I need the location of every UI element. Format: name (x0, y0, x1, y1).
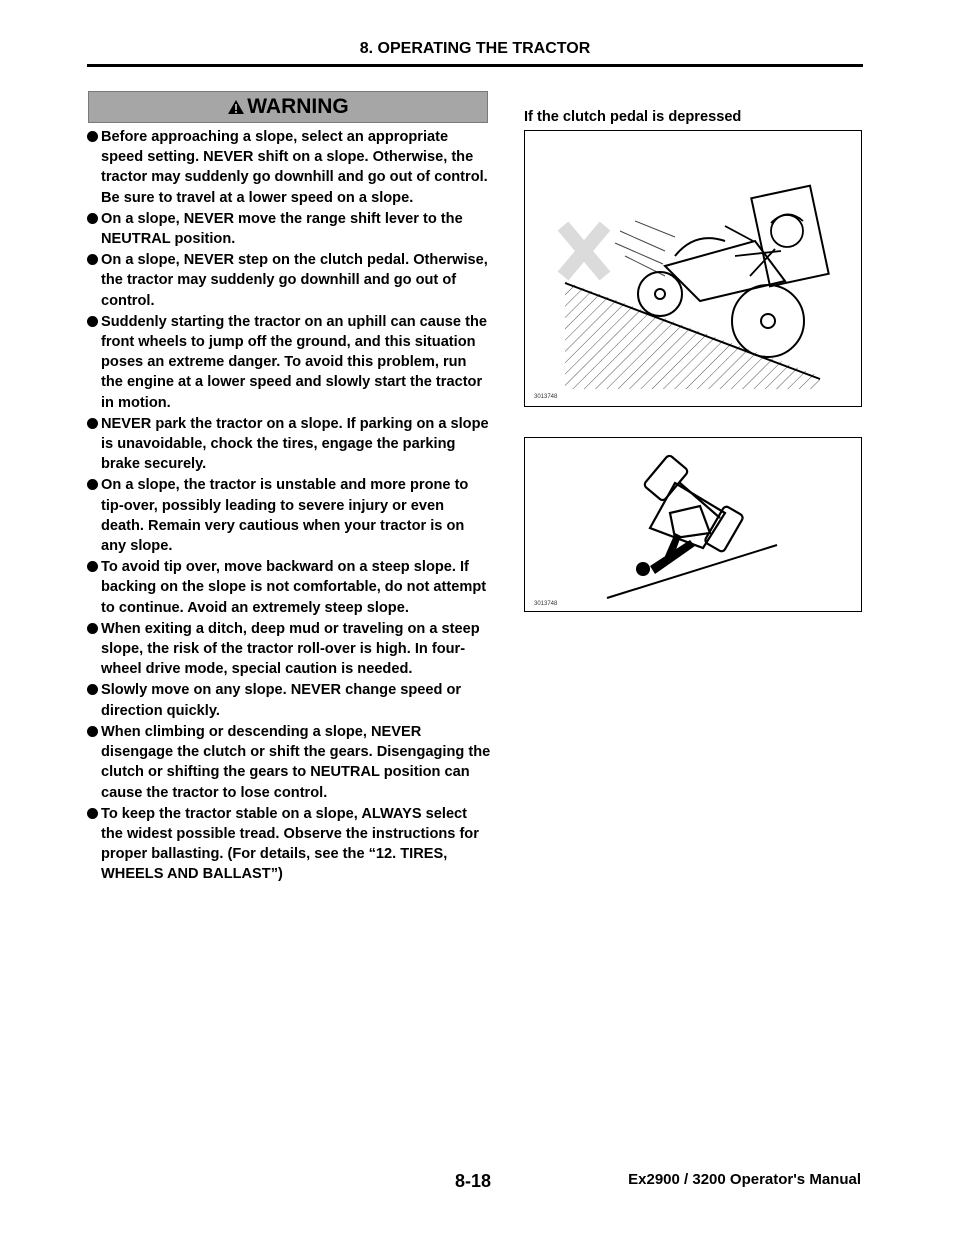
bullet-icon (87, 213, 98, 224)
warning-item: To keep the tractor stable on a slope, ALWAYS select the widest possible tread. Observe the instructions for proper ballasting. (For details, see the “12. TIRES, WHEELS AND BALLAST”) (87, 804, 491, 885)
bullet-icon (87, 131, 98, 142)
bullet-icon (87, 479, 98, 490)
bullet-icon (87, 254, 98, 265)
warning-item: To avoid tip over, move backward on a steep slope. If backing on the slope is not comfortable, do not attempt to continue. Avoid an extremely steep slope. (87, 557, 491, 618)
header-rule (87, 64, 863, 67)
warning-item: On a slope, NEVER move the range shift lever to the NEUTRAL position. (87, 209, 491, 249)
warning-item: Before approaching a slope, select an appropriate speed setting. NEVER shift on a slope. Otherwise, the tractor may suddenly go downhill and go out of control. Be sure to travel at a lower speed on a slope. (87, 127, 491, 208)
bullet-icon (87, 623, 98, 634)
warning-list (87, 127, 491, 886)
figure-caption: If the clutch pedal is depressed (524, 109, 742, 125)
warning-item: On a slope, the tractor is unstable and more prone to tip-over, possibly leading to severe injury or even death. Remain very cautious when your tractor is on any slope. (87, 475, 491, 556)
tractor-downhill-illustration (525, 131, 861, 406)
figure-tractor-tipover (524, 437, 862, 612)
bullet-icon (87, 316, 98, 327)
figure-id: 3013748 (534, 394, 558, 400)
bullet-icon (87, 808, 98, 819)
warning-item: When exiting a ditch, deep mud or traveling on a steep slope, the risk of the tractor roll-over is high. In four-wheel drive mode, special caution is needed. (87, 619, 491, 680)
bullet-icon (87, 418, 98, 429)
warning-item: Suddenly starting the tractor on an uphill can cause the front wheels to jump off the ground, and this situation poses an extreme danger. To avoid this problem, run the engine at a lower speed and slowly start the tractor in motion. (87, 312, 491, 413)
bullet-icon (87, 684, 98, 695)
warning-item: On a slope, NEVER step on the clutch pedal. Otherwise, the tractor may suddenly go downhill and go out of control. (87, 250, 491, 311)
warning-banner (88, 91, 488, 123)
warning-label: WARNING (247, 95, 349, 118)
tractor-tipover-illustration (525, 438, 861, 611)
warning-item: When climbing or descending a slope, NEVER disengage the clutch or shift the gears. Disengaging the clutch or shifting the gears to NEUTRAL position can cause the tractor to lose control. (87, 722, 491, 803)
warning-item: NEVER park the tractor on a slope. If parking on a slope is unavoidable, chock the tires, engage the parking brake securely. (87, 414, 491, 475)
bullet-icon (87, 561, 98, 572)
section-header: 8. OPERATING THE TRACTOR (359, 40, 591, 57)
warning-triangle-icon (227, 99, 245, 115)
prohibited-x-icon (563, 226, 605, 276)
page-number: 8-18 (455, 1171, 492, 1191)
manual-title: Ex2900 / 3200 Operator's Manual (628, 1171, 861, 1188)
bullet-icon (87, 726, 98, 737)
figure-tractor-downhill (524, 130, 862, 407)
figure-id: 3013748 (534, 601, 558, 607)
warning-item: Slowly move on any slope. NEVER change speed or direction quickly. (87, 680, 491, 720)
